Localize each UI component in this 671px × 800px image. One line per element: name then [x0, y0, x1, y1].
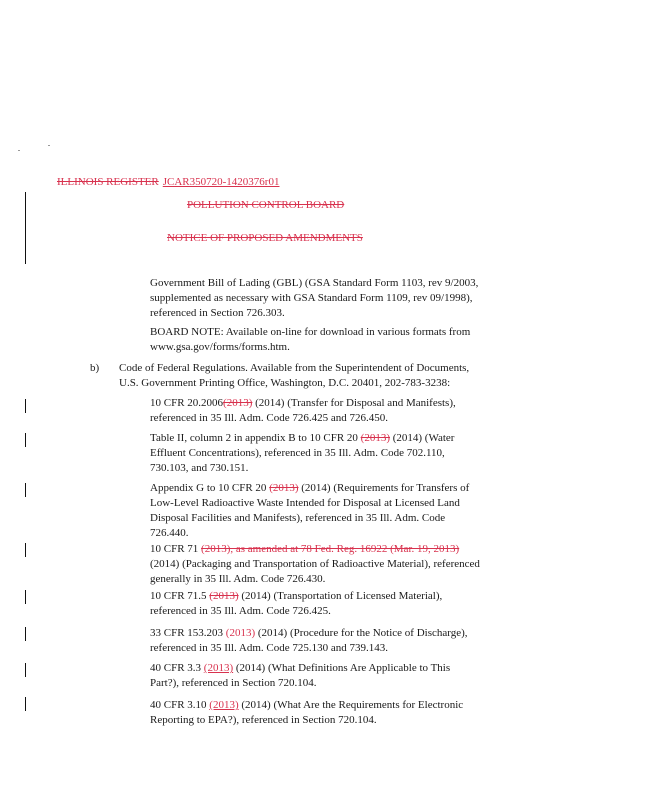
cfr-entry: 10 CFR 71 (2013), as amended at 78 Fed. Reg. 16922 (Mar. 19, 2013) (2014) (Packaging and Transportation of Radioactive Material), referenced generally in 35 Ill. Adm. Code 726.430.	[150, 543, 480, 585]
gbl-line: supplemented as necessary with GSA Standard Form 1109, rev 09/1998),	[150, 292, 473, 304]
deleted-text: (2013)	[225, 627, 256, 639]
board-title: POLLUTION CONTROL BOARD	[187, 199, 345, 211]
board-note	[150, 325, 470, 355]
section-b-text	[119, 361, 469, 391]
register-new-text: JCAR350720-1420376r01	[162, 176, 280, 188]
register-header	[57, 175, 279, 190]
notice-title: NOTICE OF PROPOSED AMENDMENTS	[167, 232, 363, 244]
cfr-entry: 10 CFR 71.5 (2013) (2014) (Transportation of Licensed Material), referenced in 35 Ill. Adm. Code 726.425.	[150, 590, 443, 617]
deleted-text: (2013), as amended at 78 Fed. Reg. 16922 (Mar. 19, 2013)	[201, 543, 460, 555]
deleted-text: (2013)	[203, 662, 234, 674]
change-bar	[25, 697, 26, 711]
deleted-text: (2013)	[223, 397, 253, 409]
change-bar	[25, 433, 26, 447]
cfr-entry: 40 CFR 3.10 (2013) (2014) (What Are the Requirements for Electronic Reporting to EPA?), referenced in Section 720.104.	[150, 699, 464, 726]
deleted-text: (2013)	[360, 432, 390, 444]
section-b-label: b)	[90, 362, 100, 374]
deleted-text: (2013)	[209, 590, 239, 602]
scan-speck	[48, 145, 50, 146]
cfr-entry: 40 CFR 3.3 (2013) (2014) (What Definitions Are Applicable to This Part?), referenced in Section 720.104.	[150, 662, 451, 689]
change-bar	[25, 663, 26, 677]
deleted-text: (2013)	[269, 482, 299, 494]
change-bar	[25, 399, 26, 413]
scan-speck	[18, 150, 20, 151]
change-bar	[25, 192, 26, 264]
register-old-text: ILLINOIS REGISTER	[57, 176, 159, 188]
section-b-line: Code of Federal Regulations. Available from the Superintendent of Documents,	[119, 362, 470, 374]
cfr-entry: Appendix G to 10 CFR 20 (2013) (2014) (Requirements for Transfers of Low-Level Radioactive Waste Intended for Disposal at Licensed Land Disposal Facilities and Manifests), referenced in 35 Ill. Adm. Code 726.440.	[150, 482, 470, 539]
gbl-paragraph	[150, 276, 478, 321]
cfr-entry: Table II, column 2 in appendix B to 10 CFR 20 (2013) (2014) (Water Effluent Concentrations), referenced in 35 Ill. Adm. Code 702.110, 730.103, and 730.151.	[150, 432, 455, 474]
cfr-entry: 10 CFR 20.2006(2013) (2014) (Transfer for Disposal and Manifests), referenced in 35 Ill. Adm. Code 726.425 and 726.450.	[150, 397, 456, 424]
change-bar	[25, 543, 26, 557]
deleted-text: (2013)	[209, 699, 239, 711]
change-bar	[25, 483, 26, 497]
change-bar	[25, 590, 26, 604]
cfr-entry: 33 CFR 153.203 (2013) (2014) (Procedure for the Notice of Discharge), referenced in 35 Ill. Adm. Code 725.130 and 739.143.	[150, 627, 468, 654]
board-note-line: BOARD NOTE: Available on-line for download in various formats from	[150, 326, 471, 338]
gbl-line: referenced in Section 726.303.	[150, 307, 285, 319]
section-b-line: U.S. Government Printing Office, Washington, D.C. 20401, 202-783-3238:	[119, 377, 451, 389]
board-note-line: www.gsa.gov/forms/forms.htm.	[150, 341, 290, 353]
gbl-line: Government Bill of Lading (GBL) (GSA Standard Form 1103, rev 9/2003,	[150, 277, 479, 289]
change-bar	[25, 627, 26, 641]
